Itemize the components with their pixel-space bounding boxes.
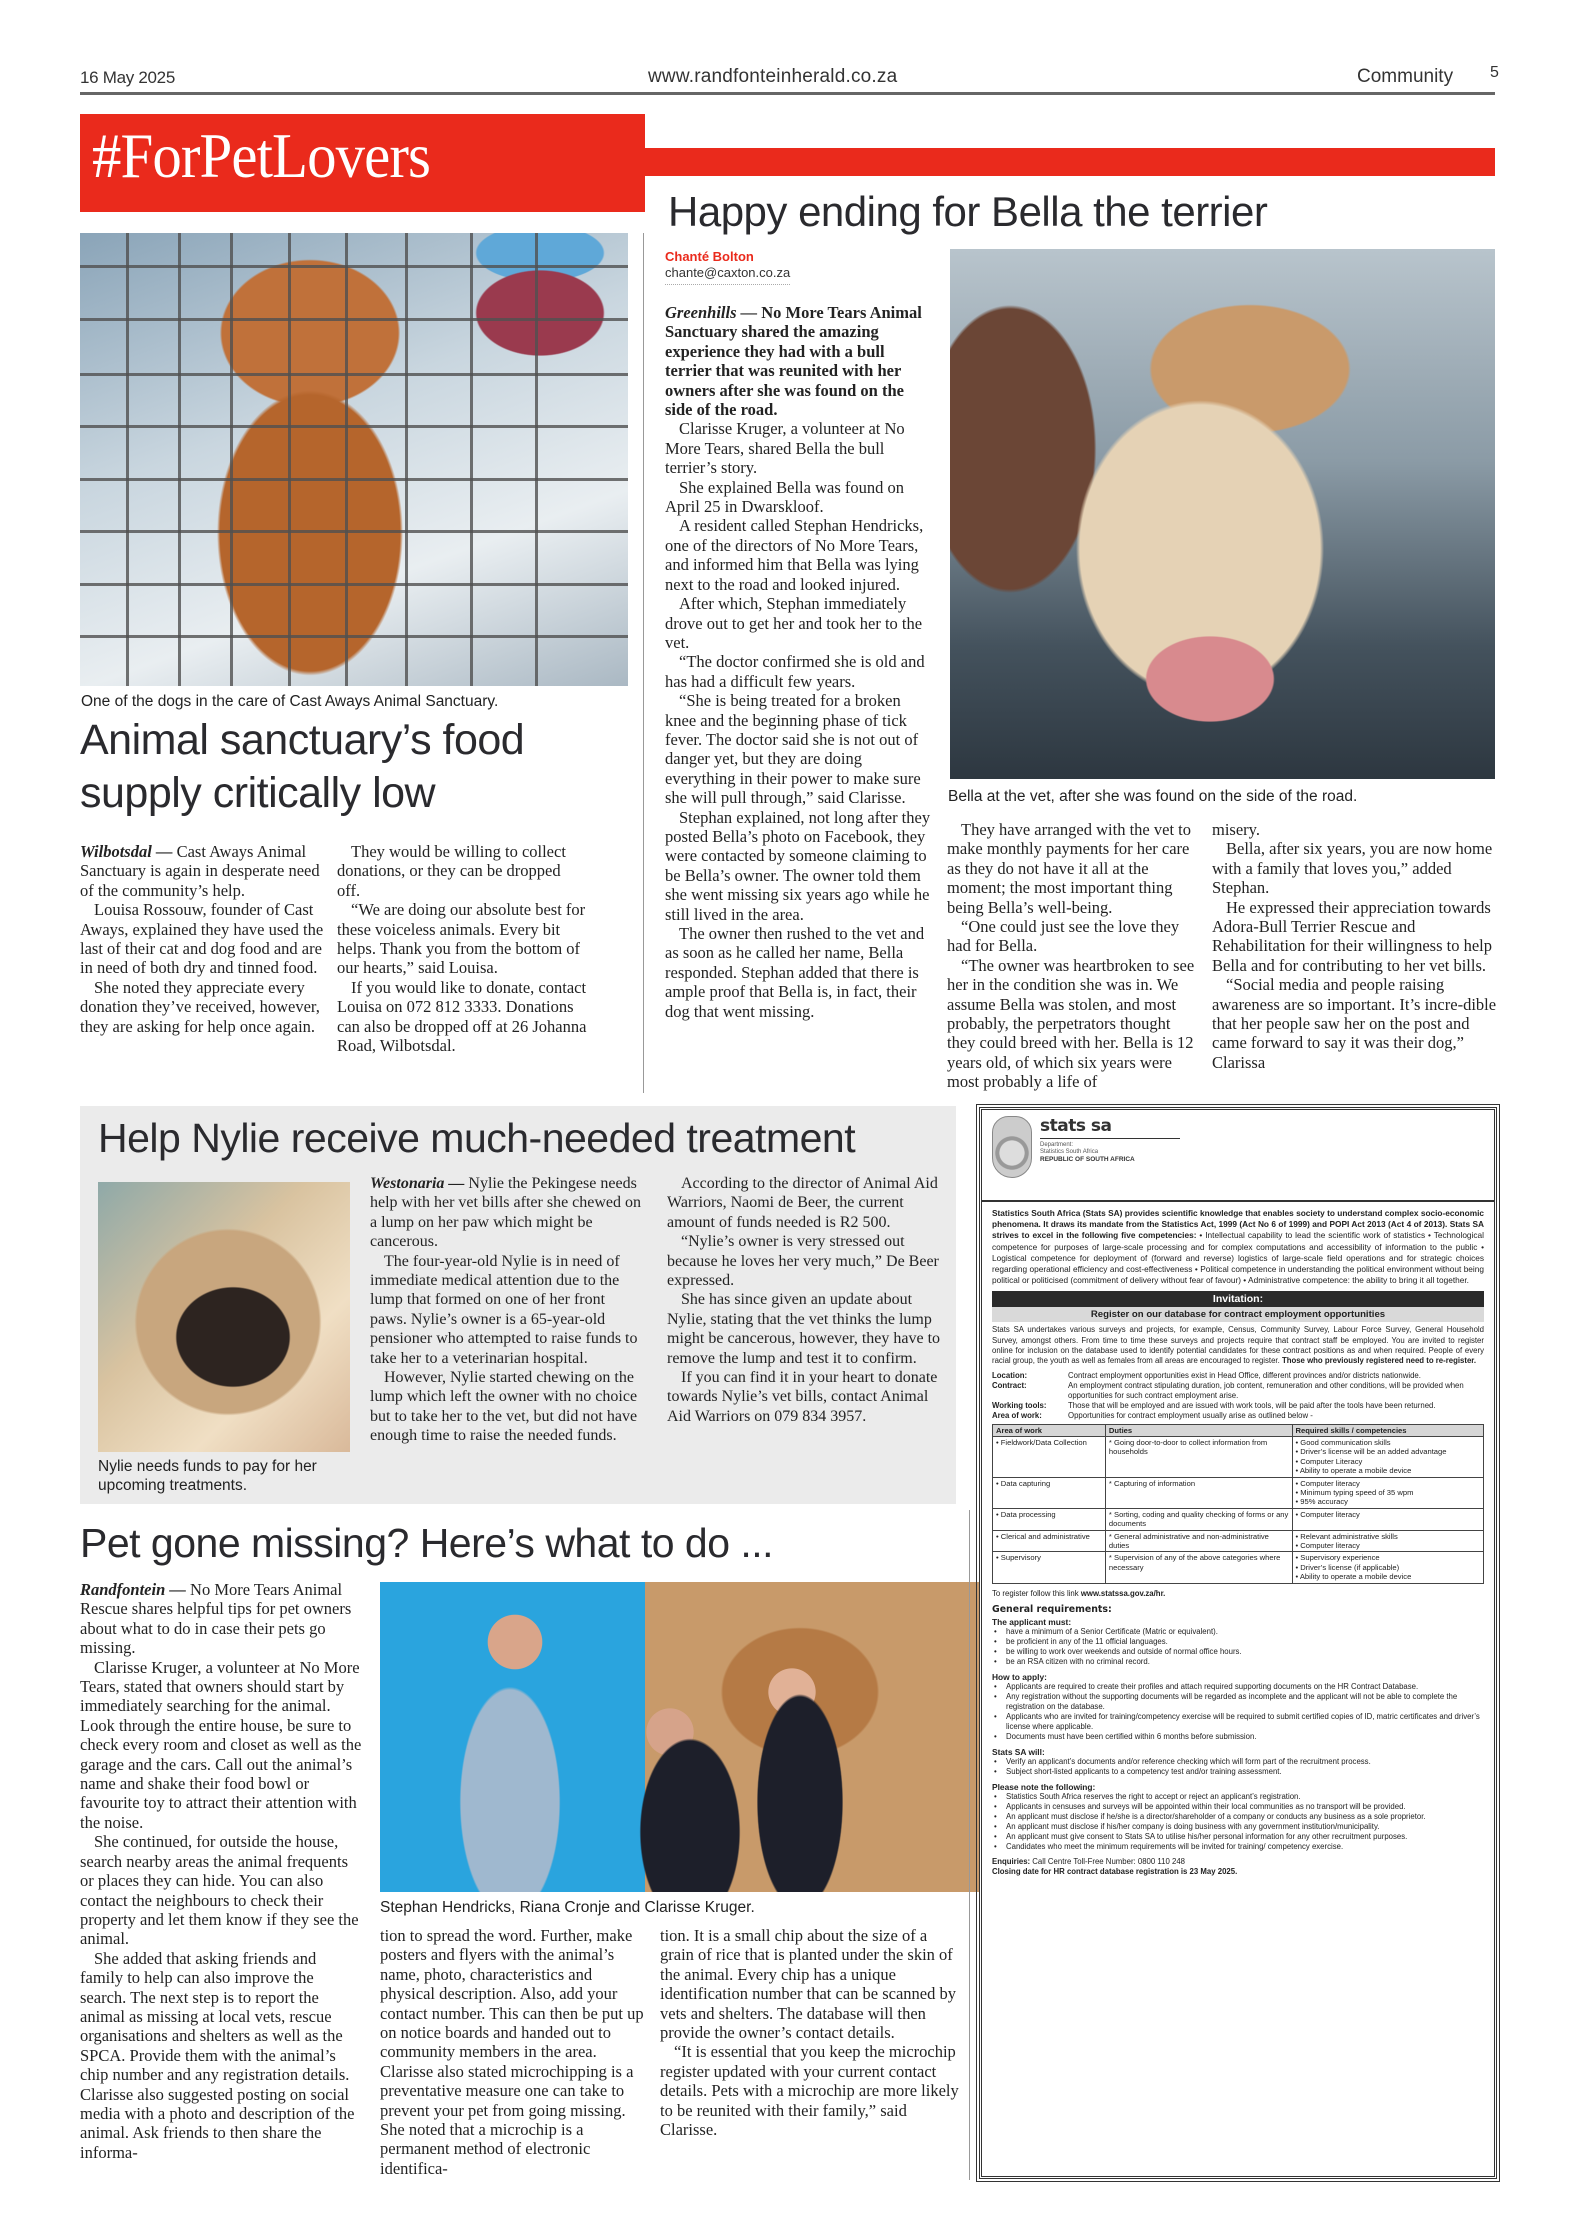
masthead-rule <box>80 92 1495 95</box>
skill: • Supervisory experience <box>1296 1553 1481 1562</box>
stats-sa-brand: stats sa <box>1040 1116 1180 1139</box>
invitation-title: Invitation: <box>992 1291 1484 1307</box>
paragraph: According to the director of Animal Aid Warriors, Naomi de Beer, the current amount of funds needed is R2 500. <box>667 1175 938 1231</box>
intro-text: • Intellectual capability to lead the scientific work of statistics • Technological competence for purposes of large-scale processing and for complex computations and accessibility of information to the public • Logistical competence for deployment of (forward and reverse) logistics of large-scale field operations and for strategic choices regarding operational efficiency and cost-effectiveness • Political competence in understanding the political environment without being political or politicised (commitment of delivery without fear of favour) • Administrative competence: the ability to bring it all together. <box>992 1230 1484 1286</box>
paragraph: misery. <box>1212 820 1260 839</box>
coat-of-arms-icon <box>992 1116 1032 1178</box>
skill: • Computer Literacy <box>1296 1457 1481 1466</box>
dept-line: Statistics South Africa <box>1040 1149 1099 1155</box>
skill: • Computer literacy <box>1296 1510 1481 1519</box>
bella-at-vet-photo <box>950 249 1495 779</box>
detail-value: Opportunities for contract employment usually arise as outlined below - <box>1068 1410 1313 1420</box>
register-text: To register follow this link <box>992 1588 1081 1598</box>
paragraph: They have arranged with the vet to make monthly payments for her care as they do not have it all at the moment; the most important thing being Bella’s well-being. <box>947 820 1191 917</box>
dateline: Randfontein — <box>80 1580 186 1599</box>
paragraph: Clarisse Kruger, a volunteer at No More Tears, stated that owners should start by immediately searching for the animal. Look through the entire house, be sure to check every room and closet as well as the garage and the cars. Call out the animal’s name and shake their food bowl or favourite toy to attract their attention with the noise. <box>80 1657 362 1832</box>
skill: • Computer literacy <box>1296 1479 1481 1488</box>
dog-in-cage-photo <box>80 233 628 686</box>
paragraph: “It is essential that you keep the microchip register updated with your current contact details. Pets with a microchip are more likely to be reunited with their family,” said Clarisse. <box>660 2042 959 2140</box>
photo-caption: One of the dogs in the care of Cast Aways Animal Sanctuary. <box>81 693 499 710</box>
skill: • Ability to operate a mobile device <box>1296 1466 1481 1475</box>
dept-line: REPUBLIC OF SOUTH AFRICA <box>1040 1156 1135 1163</box>
register-line <box>992 1589 1484 1599</box>
duty-cell: * Supervision of any of the above categories where necessary <box>1105 1552 1292 1583</box>
list-item: • An applicant must give consent to Stats SA to utilise his/her personal information for any other recruitment purposes. <box>992 1832 1484 1842</box>
area-cell: • Fieldwork/Data Collection <box>996 1438 1102 1447</box>
issue-date: 16 May 2025 <box>80 68 175 87</box>
paragraph: If you would like to donate, contact Louisa on 072 812 3333. Donations can also be dropped off at 26 Johanna Road, Wilbotsdal. <box>337 977 587 1056</box>
list-item: • An applicant must disclose if he/she is a director/shareholder of a company or conducts any business as a sole proprietor. <box>992 1812 1484 1822</box>
how-to-apply-title: How to apply: <box>992 1671 1047 1682</box>
list-item: • have a minimum of a Senior Certificate (Matric or equivalent). <box>992 1627 1484 1637</box>
closing-date: Closing date for HR contract database registration is 23 May 2025. <box>992 1866 1238 1876</box>
detail-value: Those that will be employed and are issued with work tools, will be paid after the tools have been returned. <box>1068 1400 1436 1410</box>
paragraph: Stephan explained, not long after they posted Bella’s photo on Facebook, they were contacted by someone claiming to be Bella’s owner. The owner told them she went missing six years ago while he still lived in the area. <box>665 807 931 924</box>
invitation-text: Stats SA undertakes various surveys and projects, for example, Census, Community Survey, Labour Force Survey, General Household Survey, amongst others. From time to time these surveys and projects require that contract staff be employed. You are invited to register online for inclusion on the database used to identify potential candidates for these contract positions as and when required. People of every racial group, the youth as well as females from all areas are encouraged to register. <box>992 1325 1484 1366</box>
article-column <box>80 1580 362 2162</box>
skills-list <box>1296 1553 1481 1581</box>
page-number: 5 <box>1490 64 1499 81</box>
headline-sanctuary <box>80 718 640 816</box>
photo-caption: Stephan Hendricks, Riana Cronje and Clarisse Kruger. <box>380 1899 755 1916</box>
paragraph: “The owner was heartbroken to see her in the condition she was in. We assume Bella was stolen, and most probably, the perpetrators thought they could breed with her. Bella is 12 years old, of which six years were most probably a life of <box>947 955 1195 1092</box>
paragraph: Bella, after six years, you are now home with a family that loves you,” added Stephan. <box>1212 839 1493 898</box>
detail-key: Contract: <box>992 1380 1027 1390</box>
paragraph: The four-year-old Nylie is in need of immediate medical attention due to the lump that formed on one of her front paws. Nylie’s owner is a 65-year-old pensioner who attempted to raise funds to take her to a veterinarian hospital. <box>370 1252 638 1367</box>
headline-missing-pet: Pet gone missing? Here’s what to do ... <box>80 1520 774 1566</box>
list-item: • Documents must have been certified within 6 months before submission. <box>992 1732 1484 1742</box>
table-row <box>993 1477 1484 1508</box>
department-label <box>1040 1142 1180 1164</box>
article-column <box>80 842 325 1036</box>
paragraph: She has since given an update about Nylie, stating that the vet thinks the lump might be cancerous, however, they have to remove the lump and test it to confirm. <box>667 1291 941 1367</box>
section-name: Community <box>1357 66 1454 87</box>
area-cell: • Clerical and administrative <box>996 1532 1102 1541</box>
banner-bar <box>645 148 1495 176</box>
table-row <box>993 1530 1484 1552</box>
applicant-must-title: The applicant must: <box>992 1616 1072 1627</box>
ad-divider <box>982 1200 1494 1202</box>
headline-nylie: Help Nylie receive much-needed treatment <box>98 1115 856 1161</box>
area-cell: • Supervisory <box>996 1553 1102 1562</box>
paragraph: She continued, for outside the house, search nearby areas the animal frequents or places they can hide. You can also contact the neighbours to check their property and let them know if they see the animal. <box>80 1832 359 1949</box>
detail-key: Area of work: <box>992 1410 1042 1420</box>
paragraph: He expressed their appreciation towards Adora-Bull Terrier Rescue and Rehabilitation for their willingness to help Bella and for contributing to her vet bills. <box>1212 897 1492 975</box>
stats-sa-will-list <box>992 1757 1484 1777</box>
list-item: • be willing to work over weekends and outside of normal office hours. <box>992 1647 1484 1657</box>
invitation-bold: Those who previously registered need to re-register. <box>1281 1356 1477 1366</box>
column-rule <box>969 1510 970 2180</box>
lede: No More Tears Animal Sanctuary shared the amazing experience they had with a bull terrier that was reunited with her owners after she was found on the side of the road. <box>665 303 922 420</box>
list-item: • Applicants in censuses and surveys will be appointed within their local communities as no transport will be provided. <box>992 1802 1484 1812</box>
skills-list <box>1296 1479 1481 1507</box>
area-cell: • Data capturing <box>996 1479 1102 1488</box>
detail-value: Contract employment opportunities exist in Head Office, different provinces and/or districts nationwide. <box>1068 1370 1421 1380</box>
photo-caption: Bella at the vet, after she was found on the side of the road. <box>948 788 1358 805</box>
dateline: Wilbotsdal — <box>80 842 173 861</box>
paragraph: She added that asking friends and family to help can also improve the search. The next step is to report the animal as missing at local vets, rescue organisations and shelters as well as the SPCA. Provide them with the animal’s chip number and any registration details. Clarisse also suggested posting on social media with a photo and description of the animal. Ask friends to then share the informa- <box>80 1948 355 2162</box>
invitation-subtitle: Register on our database for contract employment opportunities <box>992 1307 1484 1322</box>
list-item: • be proficient in any of the 11 official languages. <box>992 1637 1484 1647</box>
article-column <box>947 820 1202 1092</box>
article-column <box>667 1174 947 1426</box>
paragraph: The owner then rushed to the vet and as soon as he called her name, Bella responded. Stephan added that there is ample proof that Bella is, in fact, their dog that went missing. <box>665 924 925 1021</box>
area-cell: • Data processing <box>996 1510 1102 1519</box>
skills-list <box>1296 1532 1481 1551</box>
byline-divider <box>665 284 790 285</box>
duty-cell: * General administrative and non-administrative duties <box>1105 1530 1292 1552</box>
skill: • Driver’s license (if applicable) <box>1296 1563 1481 1572</box>
byline-email[interactable]: chante@caxton.co.za <box>665 265 791 280</box>
notes-list <box>992 1792 1484 1852</box>
detail-value: An employment contract stipulating duration, job content, remuneration and other conditions, will be provided when opportunities for such contract employment arise. <box>1068 1380 1464 1400</box>
dateline: Westonaria — <box>370 1175 465 1192</box>
photo-caption: Nylie needs funds to pay for her upcoming treatments. <box>98 1458 317 1494</box>
dateline: Greenhills — <box>665 303 758 322</box>
paragraph: However, Nylie started chewing on the lump which left the owner with no choice but to take her to the vet, but did not have enough time to raise the needed funds. <box>370 1369 638 1445</box>
skills-list <box>1296 1510 1481 1519</box>
table-header-row <box>993 1424 1484 1436</box>
article-column <box>1212 820 1500 1072</box>
stats-sa-logo <box>992 1116 1484 1194</box>
website-url[interactable]: www.randfonteinherald.co.za <box>648 66 898 87</box>
list-item: • Statistics South Africa reserves the right to accept or reject an applicant’s registration. <box>992 1792 1484 1802</box>
paragraph: “She is being treated for a broken knee and the beginning phase of tick fever. The doctor said she is not out of danger yet, but they are doing everything in their power to make sure she will pull through,” said Clarisse. <box>665 691 921 808</box>
paragraph: She explained Bella was found on April 25 in Dwarskloof. <box>665 477 904 517</box>
ad-intro <box>992 1208 1484 1286</box>
paragraph: She noted they appreciate every donation they’ve received, however, they are asking for help once again. <box>80 977 320 1036</box>
stats-sa-will-title: Stats SA will: <box>992 1746 1045 1757</box>
section-banner-label: #ForPetLovers <box>92 120 431 191</box>
table-row <box>993 1437 1484 1478</box>
detail-key: Location: <box>992 1370 1028 1380</box>
table-row <box>993 1552 1484 1583</box>
list-item: • An applicant must disclose if his/her company is doing business with any government institution/municipality. <box>992 1822 1484 1832</box>
column-header: Required skills / competencies <box>1292 1424 1484 1436</box>
skills-list <box>1296 1438 1481 1476</box>
article-column <box>380 1926 645 2178</box>
paragraph: Cast Aways Animal Sanctuary is again in desperate need of the community’s help. <box>80 842 320 900</box>
paragraph: “Nylie’s owner is very stressed out because he loves her very much,” De Beer expressed. <box>667 1233 939 1290</box>
paragraph: “Social media and people raising awareness are so important. It’s incre-dible that her people saw her on the post and came forward to say it was their dog,” Clarissa <box>1212 975 1497 1072</box>
headline-line: Animal sanctuary’s food <box>80 716 525 764</box>
headline-bella: Happy ending for Bella the terrier <box>668 188 1268 235</box>
paragraph: Clarisse Kruger, a volunteer at No More Tears, shared Bella the bull terrier’s story. <box>665 419 905 478</box>
paragraph: If you can find it in your heart to donate towards Nylie’s vet bills, contact Animal Aid Warriors on 079 834 3957. <box>667 1369 938 1425</box>
skill: • Minimum typing speed of 35 wpm <box>1296 1488 1481 1497</box>
list-item: • Candidates who meet the minimum requirements will be invited for training/ competency exercise. <box>992 1842 1484 1852</box>
paragraph: Nylie the Pekingese needs help with her vet bills after she chewed on a lump on her paw which might be cancerous. <box>370 1175 642 1251</box>
paragraph: Louisa Rossouw, founder of Cast Aways, explained they have used the last of their cat and dog food and are in need of both dry and tinned food. <box>80 900 324 978</box>
how-to-apply-list <box>992 1682 1484 1742</box>
paragraph: tion. It is a small chip about the size of a grain of rice that is planted under the skin of the animal. Every chip has a unique identification number that can be scanned by vets and shelters. The database will then provide the owner’s contact details. <box>660 1926 956 2043</box>
enquiries-line <box>992 1857 1484 1867</box>
skill: • Good communication skills <box>1296 1438 1481 1447</box>
paragraph: “The doctor confirmed she is old and has had a difficult few years. <box>665 652 925 691</box>
intro-bold: Statistics South Africa (Stats SA) provides scientific knowledge that enables society to understand complex socio-economic phenomena. It draws its mandate from the Statistics Act, 1999 (Act No 6 of 1999) and POPI Act 2013 (Act 4 of 2013). Stats SA strives to excel in the following five competencies: <box>992 1208 1484 1241</box>
applicant-requirements-list <box>992 1627 1484 1667</box>
please-note-title: Please note the following: <box>992 1781 1096 1792</box>
enquiries-phone[interactable]: Call Centre Toll-Free Number: 0800 110 248 <box>1030 1856 1185 1866</box>
skill: • 95% accuracy <box>1296 1497 1481 1506</box>
stats-sa-advert <box>979 1107 1497 2179</box>
article-column <box>660 1926 960 2139</box>
skill: • Relevant administrative skills <box>1296 1532 1481 1541</box>
skill: • Computer literacy <box>1296 1541 1481 1550</box>
enquiries-label: Enquiries: <box>992 1856 1031 1866</box>
column-header: Area of work <box>993 1424 1106 1436</box>
table-row <box>993 1508 1484 1530</box>
list-item: • Applicants are required to create their profiles and attach required supporting documents on the HR Contract Database. <box>992 1682 1484 1692</box>
nylie-pekingese-photo <box>98 1182 350 1452</box>
skill: • Ability to operate a mobile device <box>1296 1572 1481 1581</box>
list-item: • Subject short-listed applicants to a competency test and/or training assessment. <box>992 1767 1484 1777</box>
paragraph: No More Tears Animal Rescue shares helpful tips for pet owners about what to do in case their pets go missing. <box>80 1580 352 1658</box>
article-column <box>665 303 935 1021</box>
list-item: • Any registration without the supporting documents will be regarded as incomplete and the applicant will not be able to complete the registration on the database. <box>992 1692 1484 1712</box>
details-list <box>992 1371 1484 1421</box>
work-areas-table <box>992 1424 1484 1584</box>
paragraph: They would be willing to collect donations, or they can be dropped off. <box>337 842 566 900</box>
paragraph: After which, Stephan immediately drove out to get her and took her to the vet. <box>665 594 923 652</box>
detail-key: Working tools: <box>992 1400 1047 1410</box>
column-header: Duties <box>1105 1424 1292 1436</box>
general-requirements-title: General requirements: <box>992 1603 1112 1615</box>
list-item: • Applicants who are invited for training/competency exercise will be required to submit certified copies of ID, matric certificates and driver’s license where applicable. <box>992 1712 1484 1732</box>
article-column <box>337 842 587 1055</box>
paragraph: A resident called Stephan Hendricks, one of the directors of No More Tears, and informed him that Bella was lying next to the road and looked injured. <box>665 516 924 594</box>
duty-cell: * Sorting, coding and quality checking of forms or any documents <box>1105 1508 1292 1530</box>
register-link[interactable]: www.statssa.gov.za/hr. <box>1080 1588 1166 1598</box>
duty-cell: * Going door-to-door to collect information from households <box>1105 1437 1292 1478</box>
article-column <box>370 1174 645 1446</box>
headline-line: supply critically low <box>80 769 436 818</box>
column-rule <box>643 233 644 1093</box>
list-item: • be an RSA citizen with no criminal record. <box>992 1657 1484 1667</box>
duty-cell: * Capturing of information <box>1105 1477 1292 1508</box>
list-item: • Verify an applicant’s documents and/or reference checking which will form part of the recruitment process. <box>992 1757 1484 1767</box>
paragraph: “One could just see the love they had for Bella. <box>947 917 1180 956</box>
paragraph: tion to spread the word. Further, make posters and flyers with the animal’s name, photo, characteristics and physical description. Also, add your contact number. This can then be put up on notice boards and handed out to community members in the area. Clarisse also stated microchipping is a preventative measure one can take to prevent your pet from going missing. She noted that a microchip is a permanent method of electronic identifica- <box>380 1926 644 2178</box>
byline-name: Chanté Bolton <box>665 249 754 264</box>
dept-line: Department: <box>1040 1142 1074 1148</box>
volunteers-group-photo <box>380 1582 990 1892</box>
skill: • Driver’s license will be an added advantage <box>1296 1447 1481 1456</box>
invitation-body <box>992 1325 1484 1366</box>
paragraph: “We are doing our absolute best for these voiceless animals. Every bit helps. Thank you from the bottom of our hearts,” said Louisa. <box>337 900 586 978</box>
